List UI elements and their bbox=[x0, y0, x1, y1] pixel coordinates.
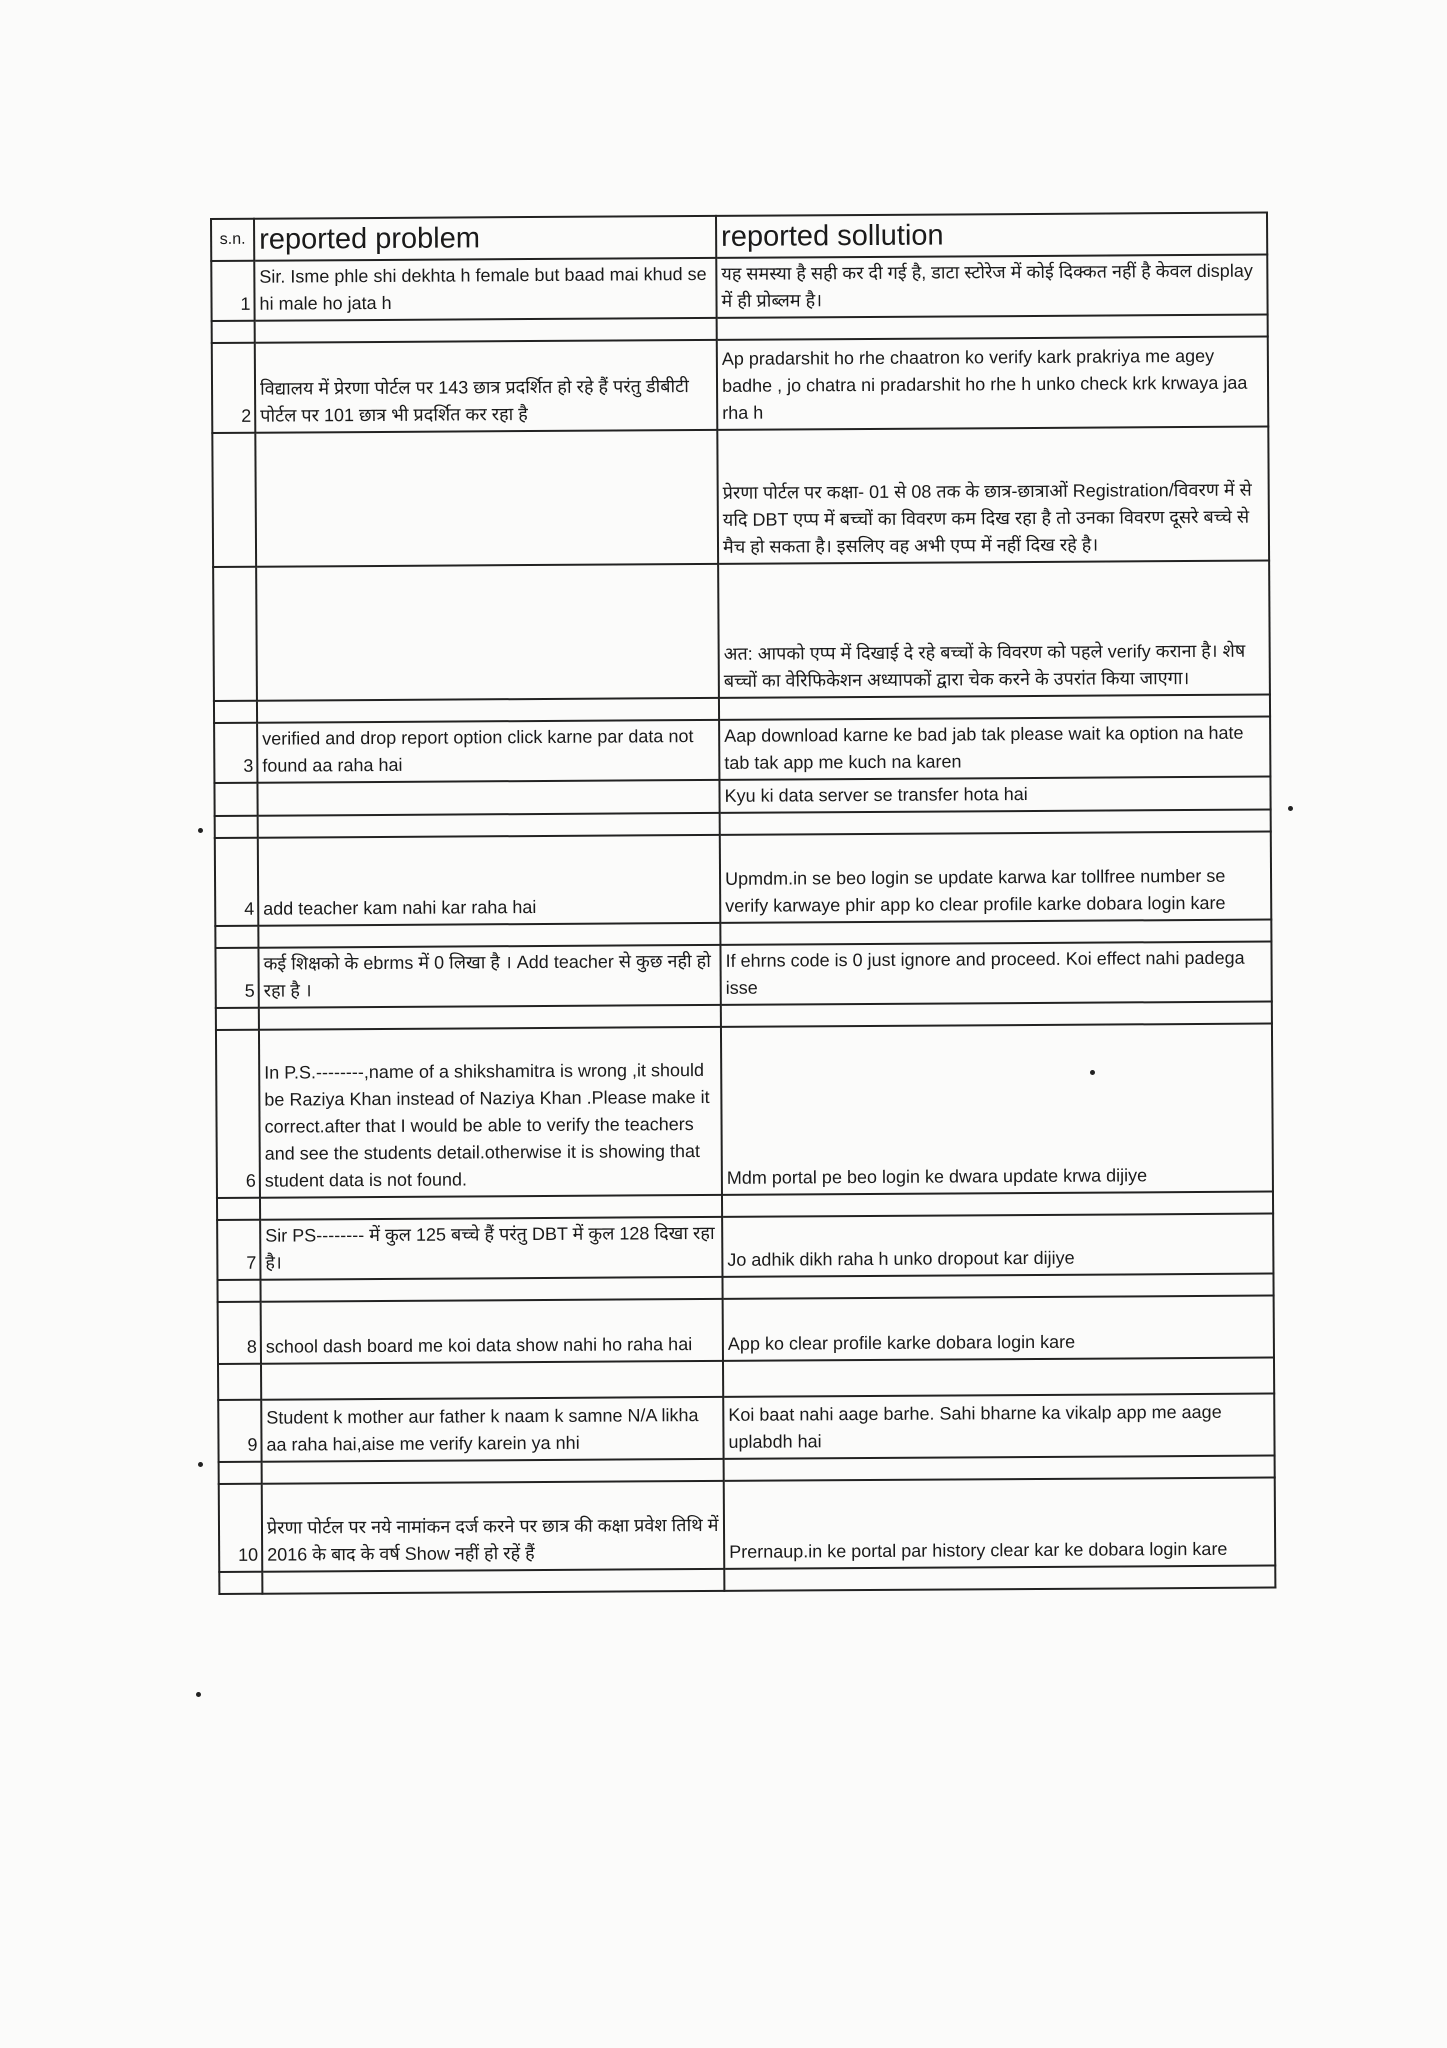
cell-problem: Sir PS-------- में कुल 125 बच्चे हैं परंतु DBT में कुल 128 दिखा रहा है। bbox=[260, 1217, 722, 1280]
cell-solution: Aap download karne ke bad jab tak please wait ka option na hate tab tak app me kuch na karen bbox=[719, 717, 1270, 780]
cell-problem: Sir. Isme phle shi dekhta h female but baad mai khud se hi male ho jata h bbox=[254, 258, 716, 321]
table-row bbox=[217, 1214, 1273, 1280]
cell-sn: 10 bbox=[219, 1484, 263, 1572]
table-row bbox=[215, 942, 1271, 1008]
table-row bbox=[216, 1024, 1273, 1198]
table-row bbox=[219, 1478, 1276, 1572]
cell-solution: प्रेरणा पोर्टल पर कक्षा- 01 से 08 तक के छात्र-छात्राओं Registration/विवरण में से यदि DBT एप्प में बच्चों का विवरण कम दिख रहा है तो उनका विवरण दूसरे बच्चे से मैच हो सकता है। इसलिए वह अभी एप्प में नहीं दिख रहे है। bbox=[717, 427, 1269, 564]
table-row bbox=[218, 1296, 1274, 1364]
table-row bbox=[215, 832, 1272, 926]
cell-problem: कई शिक्षको के ebrms में 0 लिखा है । Add teacher से कुछ नही हो रहा है । bbox=[258, 945, 720, 1008]
table-row bbox=[211, 255, 1267, 321]
cell-sn: 8 bbox=[218, 1302, 261, 1364]
cell-sn: 2 bbox=[212, 343, 256, 433]
cell-problem bbox=[255, 430, 718, 567]
scan-speck bbox=[198, 1462, 203, 1467]
cell-solution: If ehrns code is 0 just ignore and proceed. Koi effect nahi padega isse bbox=[720, 942, 1271, 1005]
scan-speck bbox=[196, 1692, 201, 1697]
header-row bbox=[211, 213, 1267, 261]
cell-solution: Ap pradarshit ho rhe chaatron ko verify kark prakriya me agey badhe , jo chatra ni pradarshit ho rhe h unko check krk krwaya jaa rha h bbox=[717, 337, 1269, 430]
cell-solution: App ko clear profile karke dobara login kare bbox=[723, 1296, 1274, 1361]
cell-solution: Jo adhik dikh raha h unko dropout kar dijiye bbox=[722, 1214, 1273, 1277]
scan-speck bbox=[1288, 806, 1293, 811]
cell-problem bbox=[257, 780, 719, 816]
cell-sn: 5 bbox=[215, 948, 258, 1008]
cell-problem: verified and drop report option click karne par data not found aa raha hai bbox=[257, 720, 719, 783]
cell-sn: 7 bbox=[217, 1220, 260, 1280]
cell-solution: Prernaup.in ke portal par history clear kar ke dobara login kare bbox=[724, 1478, 1276, 1569]
table-row bbox=[218, 1394, 1274, 1462]
header-problem: reported problem bbox=[254, 216, 716, 261]
table-row bbox=[212, 337, 1269, 433]
cell-sn: 9 bbox=[218, 1400, 261, 1462]
scan-speck bbox=[198, 828, 203, 833]
cell-solution: Koi baat nahi aage barhe. Sahi bharne ka vikalp app me aage uplabdh hai bbox=[723, 1394, 1274, 1459]
cell-sn: 3 bbox=[214, 723, 257, 783]
cell-solution: Upmdm.in se beo login se update karwa kar tollfree number se verify karwaye phir app ko clear profile karke dobara login kare bbox=[720, 832, 1272, 923]
cell-problem: In P.S.--------,name of a shikshamitra is wrong ,it should be Raziya Khan instead of Naziya Khan .Please make it correct.after that I would be able to verify the teachers and see the students detail.otherwise it is showing that student data is not found. bbox=[259, 1027, 722, 1198]
table-row bbox=[213, 561, 1270, 701]
scan-speck bbox=[1090, 1070, 1095, 1075]
cell-problem: add teacher kam nahi kar raha hai bbox=[258, 835, 721, 926]
cell-sn: 1 bbox=[211, 261, 254, 321]
cell-sn bbox=[214, 783, 257, 816]
cell-solution: यह समस्या है सही कर दी गई है, डाटा स्टोरेज में कोई दिक्कत नहीं है केवल display में ही प्रोब्लम है। bbox=[716, 255, 1267, 318]
cell-solution: अत: आपको एप्प में दिखाई दे रहे बच्चों के विवरण को पहले verify कराना है। शेष बच्चों का वेरिफिकेशन अध्यापकों द्वारा चेक करने के उपरांत किया जाएगा। bbox=[718, 561, 1270, 698]
cell-problem: प्रेरणा पोर्टल पर नये नामांकन दर्ज करने पर छात्र की कक्षा प्रवेश तिथि में 2016 के बाद के वर्ष Show नहीं हो रहें हैं bbox=[262, 1481, 725, 1572]
cell-solution: Kyu ki data server se transfer hota hai bbox=[719, 777, 1270, 813]
cell-sn: 6 bbox=[216, 1030, 260, 1198]
cell-problem: school dash board me koi data show nahi ho raha hai bbox=[261, 1299, 723, 1364]
header-solution: reported sollution bbox=[716, 213, 1267, 258]
cell-problem bbox=[256, 564, 719, 701]
table-row bbox=[214, 717, 1270, 783]
table-row bbox=[212, 427, 1269, 567]
report-sheet bbox=[210, 212, 1274, 1595]
cell-sn: 4 bbox=[215, 838, 259, 926]
cell-problem: विद्यालय में प्रेरणा पोर्टल पर 143 छात्र प्रदर्शित हो रहे हैं परंतु डीबीटी पोर्टल पर 101 छात्र भी प्रदर्शित कर रहा है bbox=[255, 340, 718, 433]
cell-solution: Mdm portal pe beo login ke dwara update krwa dijiye bbox=[721, 1024, 1273, 1195]
cell-sn bbox=[213, 567, 257, 701]
cell-sn bbox=[212, 433, 256, 567]
problem-solution-table bbox=[210, 212, 1276, 1595]
cell-problem: Student k mother aur father k naam k samne N/A likha aa raha hai,aise me verify karein ya nhi bbox=[261, 1397, 723, 1462]
header-sn: s.n. bbox=[211, 219, 254, 261]
